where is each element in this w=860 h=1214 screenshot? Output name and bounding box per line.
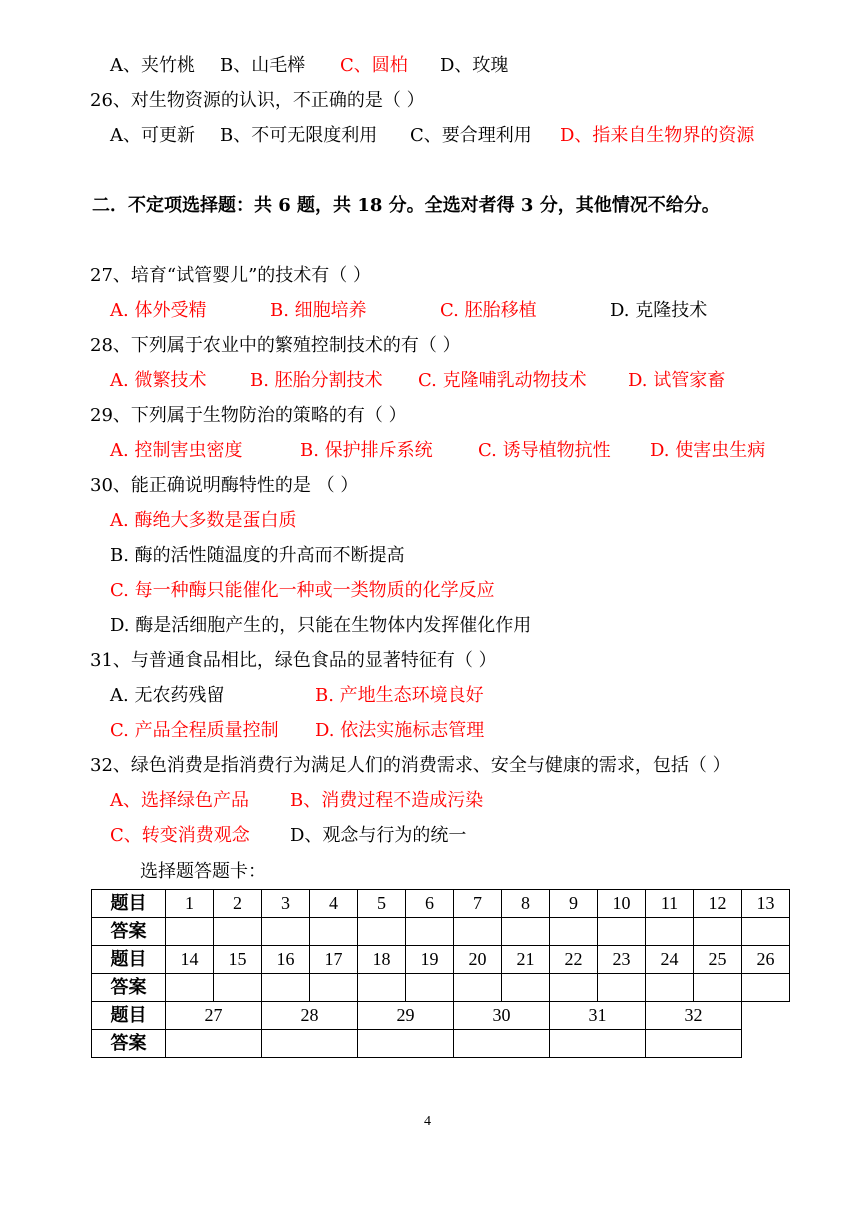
q27-stem: 27、培育“试管婴儿”的技术有（ ） [90,265,372,286]
answer-cell[interactable] [550,1030,646,1058]
question-number-cell: 12 [694,890,742,918]
question-number-cell: 28 [262,1002,358,1030]
answer-cell[interactable] [502,974,550,1002]
question-number-cell: 13 [742,890,790,918]
answer-cell[interactable] [310,974,358,1002]
answer-card-question-row-3 [92,1002,790,1030]
row-label-answer: 答案 [92,1030,166,1058]
table-blank-cell [742,1030,790,1058]
question-number-cell: 8 [502,890,550,918]
question-number-cell: 9 [550,890,598,918]
question-number-cell: 5 [358,890,406,918]
q25-option-a: A、夹竹桃 [110,55,195,76]
answer-cell[interactable] [550,918,598,946]
q26-option-b: B、不可无限度利用 [220,125,378,146]
answer-cell[interactable] [166,1030,262,1058]
q31-option-d: D. 依法实施标志管理 [315,720,485,741]
answer-cell[interactable] [598,918,646,946]
answer-cell[interactable] [454,974,502,1002]
q32-options-row2 [110,824,810,848]
answer-cell[interactable] [166,974,214,1002]
q30-stem: 30、能正确说明酶特性的是 （ ） [90,475,359,496]
page-number: 4 [424,1114,431,1129]
q27-option-b: B. 细胞培养 [270,300,367,321]
q32-option-a: A、选择绿色产品 [110,790,249,811]
q28-option-a: A. 微繁技术 [110,370,207,391]
answer-cell[interactable] [214,918,262,946]
row-label-answer: 答案 [92,974,166,1002]
answer-cell[interactable] [262,974,310,1002]
answer-cell[interactable] [214,974,262,1002]
question-number-cell: 2 [214,890,262,918]
q30-option-d: D. 酶是活细胞产生的，只能在生物体内发挥催化作用 [110,615,532,636]
q30-option-b: B. 酶的活性随温度的升高而不断提高 [110,545,405,566]
answer-cell[interactable] [694,974,742,1002]
q28-options [110,369,810,393]
row-label-answer: 答案 [92,918,166,946]
question-number-cell: 24 [646,946,694,974]
answer-cell[interactable] [646,918,694,946]
q30-option-c: C. 每一种酶只能催化一种或一类物质的化学反应 [110,580,495,601]
q31-option-c: C. 产品全程质量控制 [110,720,279,741]
q31-stem: 31、与普通食品相比，绿色食品的显著特征有（ ） [90,650,497,671]
question-number-cell: 18 [358,946,406,974]
q32-option-d: D、观念与行为的统一 [290,825,467,846]
row-label-question: 题目 [92,946,166,974]
answer-cell[interactable] [358,918,406,946]
answer-cell[interactable] [646,1030,742,1058]
q28-option-d: D. 试管家畜 [628,370,726,391]
question-number-cell: 25 [694,946,742,974]
question-number-cell: 16 [262,946,310,974]
answer-cell[interactable] [262,1030,358,1058]
question-number-cell: 10 [598,890,646,918]
q26-option-d: D、指来自生物界的资源 [560,125,755,146]
answer-cell[interactable] [406,974,454,1002]
row-label-question: 题目 [92,1002,166,1030]
q32-option-c: C、转变消费观念 [110,825,250,846]
q25-options [110,54,810,78]
answer-cell[interactable] [310,918,358,946]
question-number-cell: 21 [502,946,550,974]
answer-cell[interactable] [550,974,598,1002]
q25-option-d: D、玫瑰 [440,55,509,76]
answer-cell[interactable] [454,1030,550,1058]
q29-stem: 29、下列属于生物防治的策略的有（ ） [90,405,407,426]
answer-cell[interactable] [646,974,694,1002]
answer-cell[interactable] [502,918,550,946]
q26-stem: 26、对生物资源的认识，不正确的是（ ） [90,90,425,111]
question-number-cell: 29 [358,1002,454,1030]
question-number-cell: 27 [166,1002,262,1030]
answer-cell[interactable] [694,918,742,946]
q29-option-b: B. 保护排斥系统 [300,440,433,461]
question-number-cell: 20 [454,946,502,974]
answer-cell[interactable] [358,1030,454,1058]
question-number-cell: 17 [310,946,358,974]
table-blank-cell [742,1002,790,1030]
question-number-cell: 11 [646,890,694,918]
q32-option-b: B、消费过程不造成污染 [290,790,484,811]
answer-cell[interactable] [742,974,790,1002]
q26-option-c: C、要合理利用 [410,125,532,146]
q28-option-b: B. 胚胎分割技术 [250,370,383,391]
question-number-cell: 19 [406,946,454,974]
answer-cell[interactable] [262,918,310,946]
question-number-cell: 14 [166,946,214,974]
q25-option-b: B、山毛榉 [220,55,306,76]
question-number-cell: 6 [406,890,454,918]
answer-cell[interactable] [598,974,646,1002]
question-number-cell: 22 [550,946,598,974]
q31-option-a: A. 无农药残留 [110,685,225,706]
answer-card-question-row-1 [92,890,790,918]
row-label-question: 题目 [92,890,166,918]
q28-stem: 28、下列属于农业中的繁殖控制技术的有（ ） [90,335,461,356]
q30-option-a: A. 酶绝大多数是蛋白质 [110,510,297,531]
q27-option-d: D. 克隆技术 [610,300,708,321]
answer-cell[interactable] [358,974,406,1002]
q29-option-c: C. 诱导植物抗性 [478,440,611,461]
q25-option-c: C、圆柏 [340,55,408,76]
answer-cell[interactable] [166,918,214,946]
answer-card-answer-row-1 [92,918,790,946]
q29-option-d: D. 使害虫生病 [650,440,766,461]
answer-card-table [91,889,790,1058]
q32-options-row1 [110,789,810,813]
q29-options [110,439,810,463]
question-number-cell: 32 [646,1002,742,1030]
question-number-cell: 3 [262,890,310,918]
answer-card-answer-row-3 [92,1030,790,1058]
q27-option-a: A. 体外受精 [110,300,207,321]
question-number-cell: 31 [550,1002,646,1030]
answer-cell[interactable] [406,918,454,946]
question-number-cell: 15 [214,946,262,974]
q26-option-a: A、可更新 [110,125,195,146]
answer-cell[interactable] [454,918,502,946]
answer-card-answer-row-2 [92,974,790,1002]
q27-options [110,299,810,323]
q29-option-a: A. 控制害虫密度 [110,440,243,461]
question-number-cell: 30 [454,1002,550,1030]
q31-options-row1 [110,684,810,708]
q26-options [110,124,810,148]
question-number-cell: 23 [598,946,646,974]
q31-option-b: B. 产地生态环境良好 [315,685,484,706]
question-number-cell: 4 [310,890,358,918]
q31-options-row2 [110,719,810,743]
q27-option-c: C. 胚胎移植 [440,300,537,321]
question-number-cell: 1 [166,890,214,918]
answer-card-title: 选择题答题卡： [140,861,266,882]
q28-option-c: C. 克隆哺乳动物技术 [418,370,587,391]
question-number-cell: 7 [454,890,502,918]
section-2-heading: 二．不定项选择题：共 6 题，共 18 分。全选对者得 3 分，其他情况不给分。 [92,195,720,216]
question-number-cell: 26 [742,946,790,974]
answer-card-question-row-2 [92,946,790,974]
q32-stem: 32、绿色消费是指消费行为满足人们的消费需求、安全与健康的需求，包括（ ） [90,755,731,776]
answer-cell[interactable] [742,918,790,946]
